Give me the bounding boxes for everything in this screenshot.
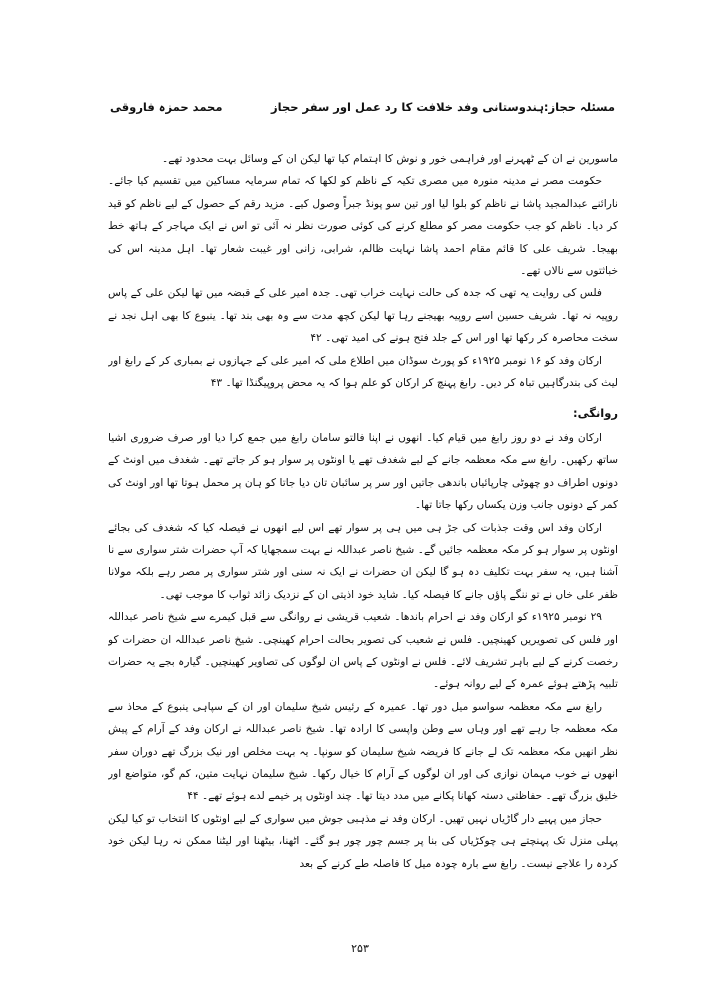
page-number: ۲۵۳ <box>351 942 369 955</box>
paragraph-6: ارکان وفد اس وقت جذبات کی جڑ ہی میں ہی پر سوار تھے اس لیے انھوں نے فیصلہ کیا کہ شغدف کی بجائے اونٹوں پر سوار ہو کر مکہ معظمہ جائیں گے۔ شیخ ناصر عبداللہ نے بہت سمجھایا کہ آپ حضرات شتر سواری سے نا آشنا ہیں، یہ سفر بہت تکلیف دہ ہو گا لیکن ان حضرات نے ایک نہ سنی اور شتر سواری پر مصر رہے بلکہ مولانا ظفر علی خاں نے تو ننگے پاؤں جانے کا فیصلہ کیا۔ شاید خود اذیتی ان کے نزدیک زائد ثواب کا موجب تھی۔ <box>108 521 618 601</box>
header-title: مسئلہ حجاز:ہندوستانی وفد خلافت کا رد عمل اور سفر حجاز <box>271 100 615 114</box>
paragraph-5: ارکان وفد نے دو روز رابغ میں قیام کیا۔ انھوں نے اپنا فالتو سامان رابغ میں جمع کرا دیا اور صرف ضروری اشیا ساتھ رکھیں۔ رابغ سے مکہ معظمہ جانے کے لیے شغدف تھے یا اونٹوں پر سوار ہو کر جاتے تھے۔ شغدف میں اونٹ کے دونوں اطراف دو چھوٹی چارپائیاں باندھی جاتیں اور سر پر سائبان تان دیا جاتا کو ہان پر محمل ہوتا تھا اور اونٹ کی کمر کے دونوں جانب وزن یکساں رکھا جاتا تھا۔ <box>108 431 618 512</box>
body-text <box>108 148 618 938</box>
paragraph-4: ارکان وفد کو ۱۶ نومبر ۱۹۲۵ء کو پورٹ سوڈان میں اطلاع ملی کہ امیر علی کے جہازوں نے بمباری کر کے رابغ اور لیث کی بندرگاہیں تباہ کر دیں۔ رابغ پہنچ کر ارکان کو علم ہوا کہ یہ محض پروپیگنڈا تھا۔ ۴۳ <box>108 354 618 390</box>
section-heading: روانگی: <box>573 406 618 421</box>
paragraph-3: فلس کی روایت یہ تھی کہ جدہ کی حالت نہایت خراب تھی۔ جدہ امیر علی کے قبضہ میں تھا لیکن علی کے پاس روپیہ نہ تھا۔ شریف حسین اسے روپیہ بھیجنے رہا تھا لیکن کچھ مدت سے وہ بھی بند تھا۔ ینبوع کا بھی اہل نجد نے سخت محاصرہ کر رکھا تھا اور اس کے جلد فتح ہونے کی امید تھی۔ ۴۲ <box>108 287 618 345</box>
paragraph-7: ۲۹ نومبر ۱۹۲۵ء کو ارکان وفد نے احرام باندھا۔ شعیب قریشی نے روانگی سے قبل کیمرے سے شیخ ناصر عبداللہ اور فلس کی تصویریں کھینچیں۔ فلس نے شعیب کی تصویر بحالت احرام کھینچی۔ شیخ ناصر عبداللہ ان حضرات کو رخصت کرنے کے لیے باہر تشریف لائے۔ فلس نے اونٹوں کے پاس ان لوگوں کی تصاویر کھینچیں۔ گیارہ بجے یہ حضرات تلبیہ پڑھتے ہوئے عمرہ کے لیے روانہ ہوئے۔ <box>108 611 618 691</box>
paragraph-1: ماسورین نے ان کے ٹھہرنے اور فراہمی خور و نوش کا اہتمام کیا تھا لیکن ان کے وسائل بہت محدود تھے۔ <box>162 153 618 165</box>
paragraph-9: حجاز میں پہیے دار گاڑیاں نہیں تھیں۔ ارکان وفد نے مذہبی جوش میں سواری کے لیے اونٹوں کا انتخاب تو کیا لیکن پہلی منزل تک پہنچتے ہی چوکڑیاں کی بنا پر جسم چور چور ہو گئے۔ اٹھنا، بیٹھنا اور لیٹنا ممکن نہ رہا لیکن خود کردہ را علاجے نیست۔ رابغ سے بارہ چودہ میل کا فاصلہ طے کرنے کے بعد <box>108 812 618 870</box>
running-header <box>110 100 615 120</box>
paragraph-8: رابغ سے مکہ معظمہ سواسو میل دور تھا۔ عمیرہ کے رئیس شیخ سلیمان اور ان کے سپاہی ینبوع کے محاذ سے مکہ معظمہ جا رہے تھے اور وہاں سے وطن واپسی کا ارادہ تھا۔ شیخ ناصر عبداللہ نے ارکان وفد کے آرام کے پیش نظر انھیں مکہ معظمہ تک لے جانے کا فریضہ شیخ سلیمان کو سونپا۔ یہ بہت مخلص اور نیک بزرگ تھے دوران سفر انھوں نے خوب مہمان نوازی کی اور ان لوگوں کے آرام کا خیال رکھا۔ شیخ سلیمان نہایت متین، کم گو، متواضع اور خلیق بزرگ تھے۔ حفاظتی دستہ کھانا پکانے میں مدد دیتا تھا۔ چند اونٹوں پر خیمے لدے ہوئے تھے۔ ۴۴ <box>108 700 618 803</box>
header-author: محمد حمزہ فاروقی <box>110 100 223 114</box>
paragraph-2: حکومت مصر نے مدینہ منورہ میں مصری تکیہ کے ناظم کو لکھا کہ تمام سرمایہ مساکین میں تقسیم کیا جائے۔ نارائنے عبدالمجید پاشا نے ناظم کو بلوا لیا اور تین سو پونڈ جبراً وصول کیے۔ مزید رقم کے حصول کے لیے ناظم کو قید کر دیا۔ ناظم کو جب حکومت مصر کو مطلع کرنے کی کوئی صورت نظر نہ آئی تو اس نے ایک مہاجر کے ہاتھ خط بھیجا۔ شریف علی کا قائم مقام احمد پاشا نہایت ظالم، شرابی، زانی اور غیبت شعار تھا۔ اہل مدینہ اس کی خباثتوں سے نالاں تھے۔ <box>108 175 618 278</box>
